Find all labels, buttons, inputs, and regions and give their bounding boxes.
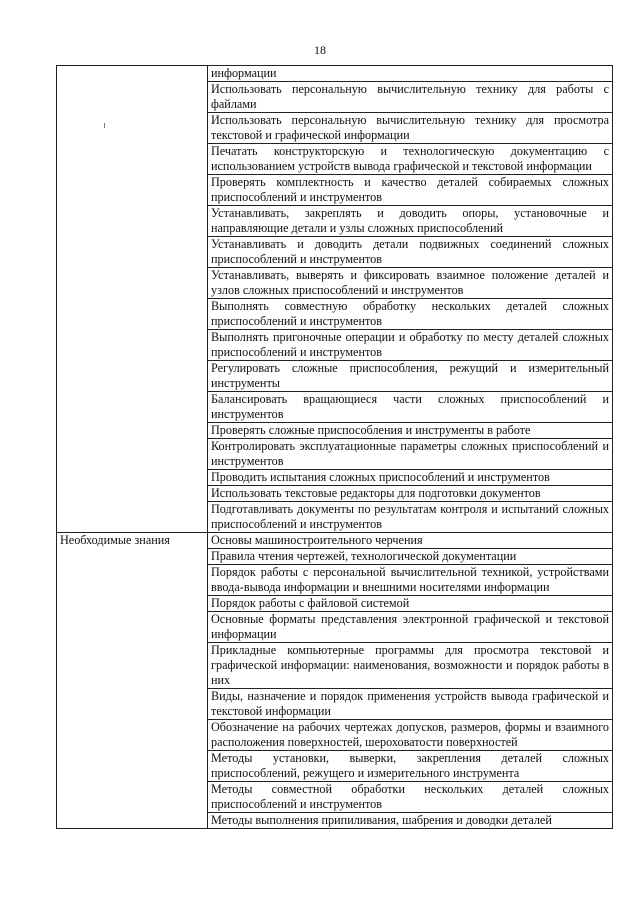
skill-item: Проверять сложные приспособления и инструменты в работе — [208, 423, 613, 439]
knowledge-item-cut — [208, 813, 613, 829]
skill-item: Подготавливать документы по результатам контроля и испытаний сложных приспособлений и инструментов — [208, 502, 613, 533]
requirements-table — [56, 65, 613, 829]
skill-item: Устанавливать и доводить детали подвижных соединений сложных приспособлений и инструментов — [208, 237, 613, 268]
skill-item: информации — [208, 66, 613, 82]
skill-item: Контролировать эксплуатационные параметры сложных приспособлений и инструментов — [208, 439, 613, 470]
skill-item: Использовать персональную вычислительную технику для работы с файлами — [208, 82, 613, 113]
knowledge-item: Основные форматы представления электронной графической и текстовой информации — [208, 612, 613, 643]
knowledge-item: Порядок работы с персональной вычислительной техникой, устройствами ввода-вывода информации и внешними носителями информации — [208, 565, 613, 596]
skill-item: Устанавливать, закреплять и доводить опоры, установочные и направляющие детали и узлы сложных приспособлений — [208, 206, 613, 237]
skill-item: Регулировать сложные приспособления, режущий и измерительный инструменты — [208, 361, 613, 392]
knowledge-item: Основы машиностроительного черчения — [208, 533, 613, 549]
skill-item: Проверять комплектность и качество деталей собираемых сложных приспособлений и инструментов — [208, 175, 613, 206]
skill-item: Использовать текстовые редакторы для подготовки документов — [208, 486, 613, 502]
knowledge-item: Методы совместной обработки нескольких деталей сложных приспособлений и инструментов — [208, 782, 613, 813]
skill-item: Балансировать вращающиеся части сложных приспособлений и инструментов — [208, 392, 613, 423]
skill-item: Использовать персональную вычислительную технику для просмотра текстовой и графической информации — [208, 113, 613, 144]
knowledge-item: Порядок работы с файловой системой — [208, 596, 613, 612]
knowledge-item: Правила чтения чертежей, технологической документации — [208, 549, 613, 565]
skill-item: Устанавливать, выверять и фиксировать взаимное положение деталей и узлов сложных приспособлений и инструментов — [208, 268, 613, 299]
skill-item: Выполнять пригоночные операции и обработку по месту деталей сложных приспособлений и инструментов — [208, 330, 613, 361]
table-row — [57, 533, 613, 549]
knowledge-item: Обозначение на рабочих чертежах допусков, размеров, формы и взаимного расположения поверхностей, шероховатости поверхностей — [208, 720, 613, 751]
knowledge-item: Виды, назначение и порядок применения устройств вывода графической и текстовой информации — [208, 689, 613, 720]
skills-label-cell — [57, 66, 208, 533]
table-row — [57, 66, 613, 82]
skill-item: Проводить испытания сложных приспособлений и инструментов — [208, 470, 613, 486]
skill-item: Печатать конструкторскую и технологическую документацию с использованием устройств вывода графической и текстовой информации — [208, 144, 613, 175]
knowledge-item: Методы установки, выверки, закрепления деталей сложных приспособлений, режущего и измерительного инструмента — [208, 751, 613, 782]
knowledge-item: Методы выполнения припиливания, шабрения и доводки деталей — [211, 813, 552, 827]
knowledge-item: Прикладные компьютерные программы для просмотра текстовой и графической информации: наименования, возможности и порядок работы в них — [208, 643, 613, 689]
skill-item: Выполнять совместную обработку нескольких деталей сложных приспособлений и инструментов — [208, 299, 613, 330]
knowledge-label: Необходимые знания — [57, 533, 208, 829]
page-number: 18 — [314, 43, 326, 57]
